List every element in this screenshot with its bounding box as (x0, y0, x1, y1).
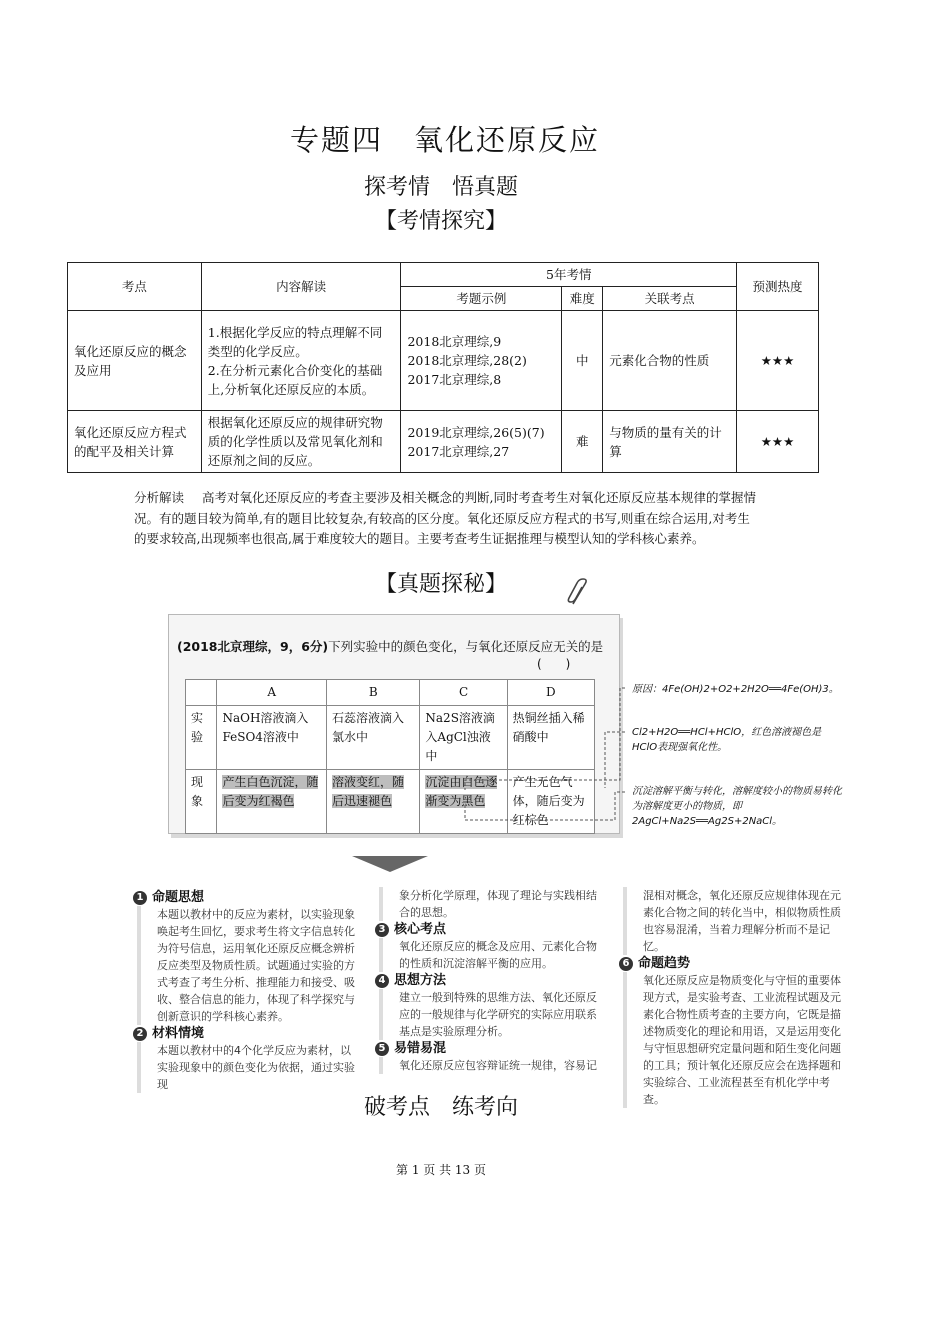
section-subtitle: 探考情 悟真题 (363, 175, 518, 200)
header-5year: 5年考情 (401, 263, 737, 287)
example-item: 2018北京理综,28(2) (407, 353, 527, 368)
table-row (68, 411, 819, 473)
page-title: 专题四 氧化还原反应 (289, 123, 600, 157)
section-heading-kaoqing: 【考情探究】 (374, 209, 507, 234)
option-b-header: B (327, 680, 420, 706)
analysis-text: 高考对氧化还原反应的考查主要涉及相关概念的判断,同时考查考生对氧化还原反应基本规律的掌握情况。有的题目较为简单,有的题目比较复杂,有较高的区分度。氧化还原反应方程式的书写,则重在综合运用,对考生的要求较高,出现频率也很高,属于难度较大的题目。主要考查考生证据推理与模型认知的学科核心素养。 (134, 490, 756, 546)
section-heading-pokaodian: 破考点 练考向 (363, 1095, 518, 1120)
header-example: 考题示例 (401, 287, 562, 311)
cell-hot-stars: ★★★ (737, 311, 819, 411)
point-heading (375, 972, 603, 989)
analysis-label: 分析解读 (134, 490, 185, 505)
number-badge-icon: 4 (375, 974, 389, 988)
exam-analysis-table (67, 262, 819, 473)
question-source: (2018北京理综，9，6分) (177, 639, 329, 654)
analysis-column-1 (133, 889, 359, 1093)
example-item: 2019北京理综,26(5)(7) (407, 424, 545, 440)
paperclip-icon (565, 578, 591, 608)
point-heading (133, 889, 359, 906)
experiment-b: 石蕊溶液滴入氯水中 (327, 706, 420, 770)
down-arrow-icon (352, 856, 428, 872)
observation-a (217, 770, 327, 834)
point-heading (619, 955, 849, 972)
page-footer: 第 1 页 共 13 页 (396, 1163, 486, 1177)
question-stem (177, 637, 603, 655)
option-c-header: C (420, 680, 507, 706)
point-heading (375, 921, 603, 938)
header-kaodian: 考点 (68, 263, 202, 311)
experiment-a: NaOH溶液滴入FeSO4溶液中 (217, 706, 327, 770)
point-body: 氧化还原反应包容辩证统一规律，容易记 (379, 1057, 603, 1074)
point-body-continued: 混相对概念，氧化还原反应规律体现在元素化合物之间的转化当中，相似物质性质也容易混淆，当着力理解分析而不是记忆。 (623, 887, 849, 955)
number-badge-icon: 1 (133, 891, 147, 905)
point-title: 易错易混 (394, 1041, 447, 1056)
number-badge-icon: 3 (375, 923, 389, 937)
analysis-column-2 (375, 887, 603, 1074)
point-title: 材料情境 (152, 1026, 205, 1041)
point-body: 建立一般到特殊的思维方法、氧化还原反应的一般规律与化学研究的实际应用联系基点是实验原理分析。 (379, 989, 603, 1040)
point-body-continued: 象分析化学原理，体现了理论与实践相结合的思想。 (379, 887, 603, 921)
row-label-experiment: 实验 (186, 706, 217, 770)
point-title: 思想方法 (394, 973, 447, 988)
neirong-item: 2.在分析元素化合价变化的基础上,分析氧化还原反应的本质。 (207, 362, 383, 397)
observation-d: 产生无色气体，随后变为红棕色 (507, 770, 594, 834)
point-body: 本题以教材中的反应为素材，以实验现象唤起考生回忆，要求考生将文字信息转化为符号信息，运用氧化还原反应概念辨析反应类型及物质性质。试题通过实验的方式考查了考生分析、推理能力和接受、吸收、整合信息的能力，体现了科学探究与创新意识的学科核心素养。 (137, 906, 359, 1025)
analysis-column-3 (619, 887, 849, 1108)
cell-examples (401, 411, 562, 473)
experiment-d: 热铜丝插入稀硝酸中 (507, 706, 594, 770)
section-heading-zhenti: 【真题探秘】 (374, 572, 507, 597)
option-d-header: D (507, 680, 594, 706)
cell-examples (401, 311, 562, 411)
cell-related: 与物质的量有关的计算 (603, 411, 737, 473)
annotation-note: Cl2+H2O══HCl+HClO，红色溶液褪色是HClO表现强氧化性。 (632, 727, 822, 753)
point-title: 核心考点 (394, 922, 447, 937)
neirong-item: 1.根据化学反应的特点理解不同类型的化学反应。 (207, 324, 383, 359)
point-title: 命题趋势 (638, 956, 691, 971)
header-related: 关联考点 (603, 287, 737, 311)
highlight: 产生白色沉淀，随后变为红褐色 (222, 775, 319, 808)
number-badge-icon: 6 (619, 957, 633, 971)
header-neirong: 内容解读 (201, 263, 401, 311)
cell-neirong: 根据氧化还原反应的规律研究物质的化学性质以及常见氧化剂和还原剂之间的反应。 (201, 411, 401, 473)
analysis-paragraph (134, 488, 756, 550)
cell-neirong (201, 311, 401, 411)
point-body: 氧化还原反应的概念及应用、元素化合物的性质和沉淀溶解平衡的应用。 (379, 938, 603, 972)
annotation-note: 沉淀溶解平衡与转化，溶解度较小的物质易转化为溶解度更小的物质，即2AgCl+Na2S══Ag2S+2NaCl。 (632, 786, 842, 827)
table-row (68, 311, 819, 411)
point-heading (375, 1040, 603, 1057)
point-heading (133, 1025, 359, 1042)
example-item: 2017北京理综,27 (407, 443, 510, 459)
answer-blank: ( ) (537, 657, 571, 671)
cell-difficulty: 难 (562, 411, 603, 473)
question-text: 下列实验中的颜色变化，与氧化还原反应无关的是 (328, 639, 604, 654)
observation-b (327, 770, 420, 834)
highlight: 溶液变红，随后迅速褪色 (332, 775, 405, 808)
cell-kaodian: 氧化还原反应的概念及应用 (68, 311, 202, 411)
row-label-observation: 现象 (186, 770, 217, 834)
corner-cell (186, 680, 217, 706)
example-item: 2017北京理综,8 (407, 372, 502, 387)
point-body: 本题以教材中的4个化学反应为素材，以实验现象中的颜色变化为依据，通过实验现 (137, 1042, 359, 1093)
point-title: 命题思想 (152, 890, 205, 905)
cell-related: 元素化合物的性质 (603, 311, 737, 411)
header-difficulty: 难度 (562, 287, 603, 311)
number-badge-icon: 5 (375, 1042, 389, 1056)
connector-lines (455, 680, 635, 825)
highlight: 沉淀由白色逐渐变为黑色 (425, 775, 498, 808)
cell-kaodian: 氧化还原反应方程式的配平及相关计算 (68, 411, 202, 473)
header-hot: 预测热度 (737, 263, 819, 311)
example-item: 2018北京理综,9 (407, 334, 502, 349)
cell-difficulty: 中 (562, 311, 603, 411)
annotation-note: 原因：4Fe(OH)2+O2+2H2O══4Fe(OH)3。 (632, 684, 839, 695)
number-badge-icon: 2 (133, 1027, 147, 1041)
experiment-c: Na2S溶液滴入AgCl浊液中 (420, 706, 507, 770)
cell-hot-stars: ★★★ (737, 411, 819, 473)
option-a-header: A (217, 680, 327, 706)
point-body: 氧化还原反应是物质变化与守恒的重要体现方式，是实验考查、工业流程试题及元素化合物性质考查的主要方向，它既是描述物质变化的理论和用语，又是运用变化与守恒思想研究定量问题和陌生变化问题的工具；预计氧化还原反应会在选择题和实验综合、工业流程甚至有机化学中考查。 (623, 972, 849, 1108)
